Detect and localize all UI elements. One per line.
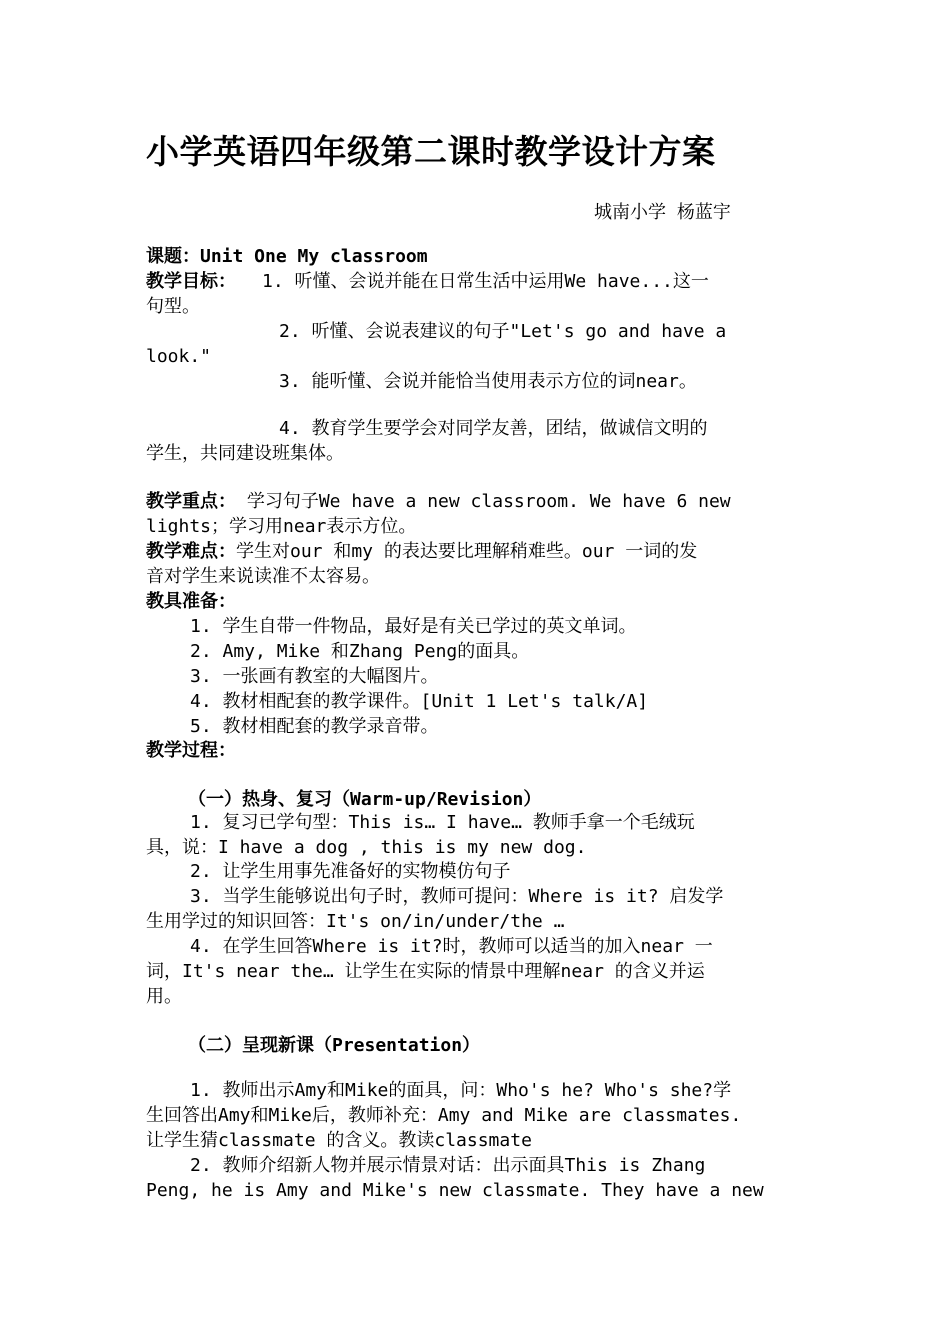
key-points-line <box>146 489 731 514</box>
section-2-line: 2. 教师介绍新人物并展示情景对话：出示面具This is Zhang <box>190 1155 706 1176</box>
material-item: 5. 教材相配套的教学录音带。 <box>190 716 439 737</box>
section-1-line: 具，说：I have a dog , this is my new dog. <box>146 837 587 858</box>
difficulties-label: 教学难点： <box>146 541 236 562</box>
materials-label: 教具准备： <box>146 591 236 612</box>
section-1-line: 3. 当学生能够说出句子时，教师可提问：Where is it? 启发学 <box>190 886 724 907</box>
objective-4-text: 4. 教育学生要学会对同学友善，团结，做诚信文明的 <box>279 418 708 439</box>
material-item: 1. 学生自带一件物品，最好是有关已学过的英文单词。 <box>190 616 637 637</box>
difficulties-text: 学生对our 和my 的表达要比理解稍难些。our 一词的发 <box>236 541 698 562</box>
objective-2-text: 2. 听懂、会说表建议的句子"Let's go and have a <box>279 321 727 342</box>
document-title: 小学英语四年级第二课时教学设计方案 <box>146 132 716 171</box>
material-item: 3. 一张画有教室的大幅图片。 <box>190 666 439 687</box>
process-label: 教学过程： <box>146 740 236 761</box>
key-points-text: 学习句子We have a new classroom. We have 6 new <box>236 491 731 512</box>
objective-2-cont: look." <box>146 346 212 367</box>
material-item: 4. 教材相配套的教学课件。[Unit 1 Let's talk/A] <box>190 691 649 712</box>
section-2-line: 让学生猜classmate 的含义。教读classmate <box>146 1130 532 1151</box>
objective-1-text: 1. 听懂、会说并能在日常生活中运用We have...这一 <box>262 271 709 292</box>
section-2-line: Peng, he is Amy and Mike's new classmate. They have a new <box>146 1180 764 1201</box>
objective-4-cont: 学生，共同建设班集体。 <box>146 443 344 464</box>
objective-1-cont: 句型。 <box>146 296 200 317</box>
section-1-line: 4. 在学生回答Where is it?时，教师可以适当的加入near 一 <box>190 936 713 957</box>
section-1-line: 词，It's near the… 让学生在实际的情景中理解near 的含义并运 <box>146 961 705 982</box>
author-line: 城南小学 杨蓝宇 <box>594 202 731 223</box>
topic-text: Unit One My classroom <box>200 246 428 267</box>
section-1-line: 1. 复习已学句型：This is… I have… 教师手拿一个毛绒玩 <box>190 812 695 833</box>
section-1-line: 生用学过的知识回答：It's on/in/under/the … <box>146 911 565 932</box>
material-item: 2. Amy, Mike 和Zhang Peng的面具。 <box>190 641 530 662</box>
objectives-label: 教学目标： <box>146 271 236 292</box>
key-points-cont: lights；学习用near表示方位。 <box>146 516 417 537</box>
section-2-line: 生回答出Amy和Mike后，教师补充：Amy and Mike are classmates. <box>146 1105 742 1126</box>
objective-3-text: 3. 能听懂、会说并能恰当使用表示方位的词near。 <box>279 371 697 392</box>
section-1-line: 用。 <box>146 986 182 1007</box>
difficulties-line <box>146 539 697 564</box>
section-2-line: 1. 教师出示Amy和Mike的面具，问：Who's he? Who's she?学 <box>190 1080 732 1101</box>
section-1-line: 2. 让学生用事先准备好的实物模仿句子 <box>190 861 511 882</box>
topic-label: 课题： <box>146 246 200 267</box>
difficulties-cont: 音对学生来说读准不太容易。 <box>146 566 380 587</box>
objective-1-line <box>146 269 709 294</box>
key-points-label: 教学重点： <box>146 491 236 512</box>
topic-line <box>146 244 428 269</box>
section-1-heading: （一）热身、复习（Warm-up/Revision） <box>188 789 542 810</box>
section-2-heading: （二）呈现新课（Presentation） <box>188 1035 481 1056</box>
